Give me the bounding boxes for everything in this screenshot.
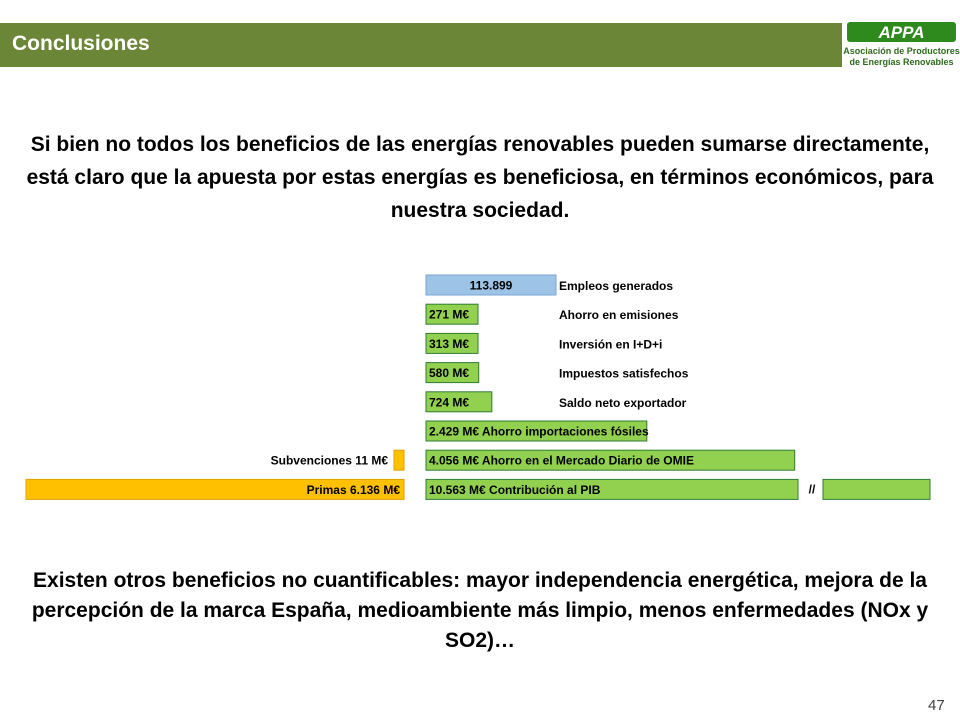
page-title: Conclusiones (12, 32, 150, 55)
logo-wordmark: APPA (878, 23, 925, 42)
benefit-value-label-6: 4.056 M€ Ahorro en el Mercado Diario de OMIE (429, 453, 694, 468)
benefit-category-label-0: Empleos generados (559, 279, 674, 293)
benefit-value-label-7: 10.563 M€ Contribución al PIB (429, 482, 601, 497)
benefit-value-label-5: 2.429 M€ Ahorro importaciones fósiles (429, 424, 649, 439)
cost-label-1: Primas 6.136 M€ (306, 482, 400, 497)
benefit-category-label-3: Impuestos satisfechos (559, 366, 689, 381)
benefit-value-label-1: 271 M€ (429, 307, 470, 322)
benefit-bar-continuation (823, 479, 930, 499)
intro-paragraph: Si bien no todos los beneficios de las energías renovables pueden sumarse directamente, está claro que la apuesta por estas energías es beneficiosa, en términos económicos, para nuestra sociedad. (26, 133, 934, 222)
benefit-value-label-3: 580 M€ (429, 366, 470, 381)
appa-logo (843, 20, 960, 70)
cost-label-0: Subvenciones 11 M€ (270, 453, 388, 468)
appa-logo-mark (843, 20, 960, 44)
benefit-value-label-4: 724 M€ (429, 395, 470, 410)
logo-line-2: de Energías Renovables (849, 57, 954, 67)
benefit-category-label-4: Saldo neto exportador (559, 395, 687, 410)
benefit-value-label-0: 113.899 (469, 278, 513, 293)
header-bar (0, 23, 842, 67)
benefit-category-label-1: Ahorro en emisiones (559, 308, 679, 323)
benefit-category-label-2: Inversión en I+D+i (559, 337, 663, 352)
axis-break-mark: // (808, 482, 816, 497)
cost-bar-0 (394, 450, 404, 470)
benefit-value-label-2: 313 M€ (429, 336, 470, 351)
benefits-costs-chart (0, 260, 960, 510)
conclusion-paragraph: Existen otros beneficios no cuantificables: mayor independencia energética, mejora de la percepción de la marca España, medioambiente más limpio, menos enfermedades (NOx y SO2)… (31, 569, 929, 652)
logo-line-1: Asociación de Productores (843, 46, 960, 56)
page-number: 47 (928, 697, 945, 714)
